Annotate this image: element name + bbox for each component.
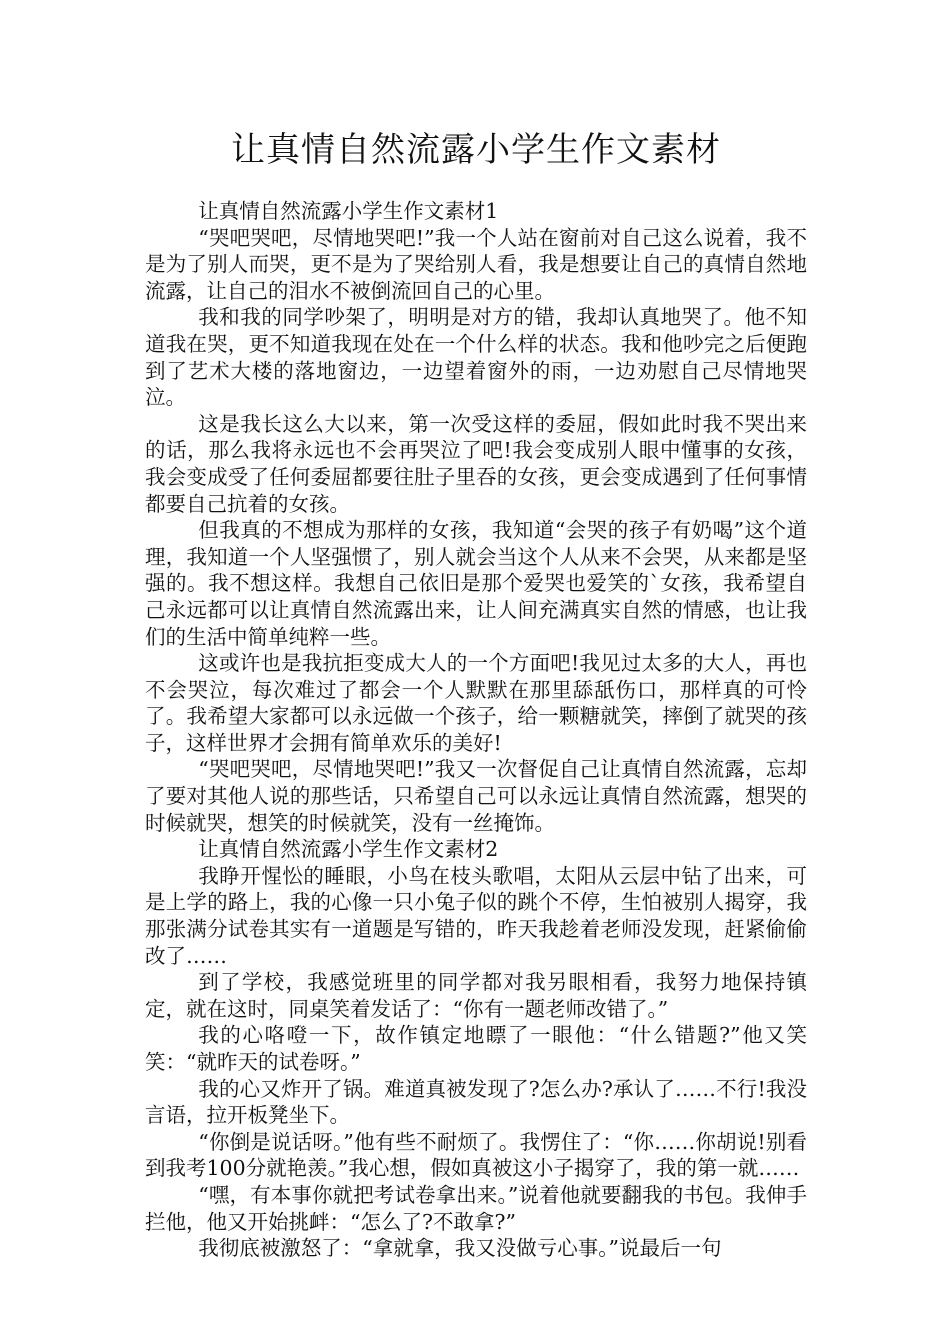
paragraph: 到了学校，我感觉班里的同学都对我另眼相看，我努力地保持镇定，就在这时，同桌笑着发话了：“你有一题老师改错了。” xyxy=(145,970,807,1021)
section-heading: 让真情自然流露小学生作文素材1 xyxy=(198,199,499,223)
paragraph: “嘿，有本事你就把考试卷拿出来。”说着他就要翻我的书包。我伸手拦他，他又开始挑衅：“怎么了?不敢拿?” xyxy=(145,1182,807,1234)
paragraph: “哭吧哭吧，尽情地哭吧!”我一个人站在窗前对自己这么说着，我不是为了别人而哭，更不是为了哭给别人看，我是想要让自己的真情自然地流露，让自己的泪水不被倒流回自己的心里。 xyxy=(145,225,807,303)
document-title: 让真情自然流露小学生作文素材 xyxy=(231,130,721,170)
paragraph: 这或许也是我抗拒变成大人的一个方面吧!我见过太多的大人，再也不会哭泣，每次难过了都会一个人默默在那里舔舐伤口，那样真的可怜了。我希望大家都可以永远做一个孩子，给一颗糖就笑，摔倒了就哭的孩子，这样世界才会拥有简单欢乐的美好! xyxy=(145,651,807,755)
document-body xyxy=(145,198,807,1262)
section-heading: 让真情自然流露小学生作文素材2 xyxy=(198,837,499,862)
paragraph: 我彻底被激怒了：“拿就拿，我又没做亏心事。”说最后一句 xyxy=(198,1236,722,1261)
paragraph: 我的心又炸开了锅。难道真被发现了?怎么办?承认了……不行!我没言语，拉开板凳坐下。 xyxy=(145,1076,807,1128)
paragraph: 我睁开惺忪的睡眼，小鸟在枝头歌唱，太阳从云层中钻了出来，可是上学的路上，我的心像一只小兔子似的跳个不停，生怕被别人揭穿，我那张满分试卷其实有一道题是写错的，昨天我趁着老师没发现，赶紧偷偷改了…… xyxy=(145,863,807,968)
paragraph: “哭吧哭吧，尽情地哭吧!”我又一次督促自己让真情自然流露，忘却了要对其他人说的那些话，只希望自己可以永远让真情自然流露，想哭的时候就哭，想笑的时候就笑，没有一丝掩饰。 xyxy=(145,757,807,835)
paragraph: 这是我长这么大以来，第一次受这样的委屈，假如此时我不哭出来的话，那么我将永远也不会再哭泣了吧!我会变成别人眼中懂事的女孩，我会变成受了任何委屈都要往肚子里吞的女孩，更会变成遇到了任何事情都要自己抗着的女孩。 xyxy=(145,411,807,516)
paragraph: “你倒是说话呀。”他有些不耐烦了。我愣住了：“你……你胡说!别看到我考100分就艳羡。”我心想，假如真被这小子揭穿了，我的第一就…… xyxy=(145,1129,807,1181)
paragraph: 我的心咯噔一下，故作镇定地瞟了一眼他：“什么错题?”他又笑笑：“就昨天的试卷呀。” xyxy=(145,1023,807,1074)
paragraph: 我和我的同学吵架了，明明是对方的错，我却认真地哭了。他不知道我在哭，更不知道我现在处在一个什么样的状态。我和他吵完之后便跑到了艺术大楼的落地窗边，一边望着窗外的雨，一边劝慰自己尽情地哭泣。 xyxy=(145,305,807,410)
paragraph: 但我真的不想成为那样的女孩，我知道“会哭的孩子有奶喝”这个道理，我知道一个人坚强惯了，别人就会当这个人从来不会哭，从来都是坚强的。我不想这样。我想自己依旧是那个爱哭也爱笑的`女孩，我希望自己永远都可以让真情自然流露出来，让人间充满真实自然的情感，也让我们的生活中简单纯粹一些。 xyxy=(145,518,807,649)
